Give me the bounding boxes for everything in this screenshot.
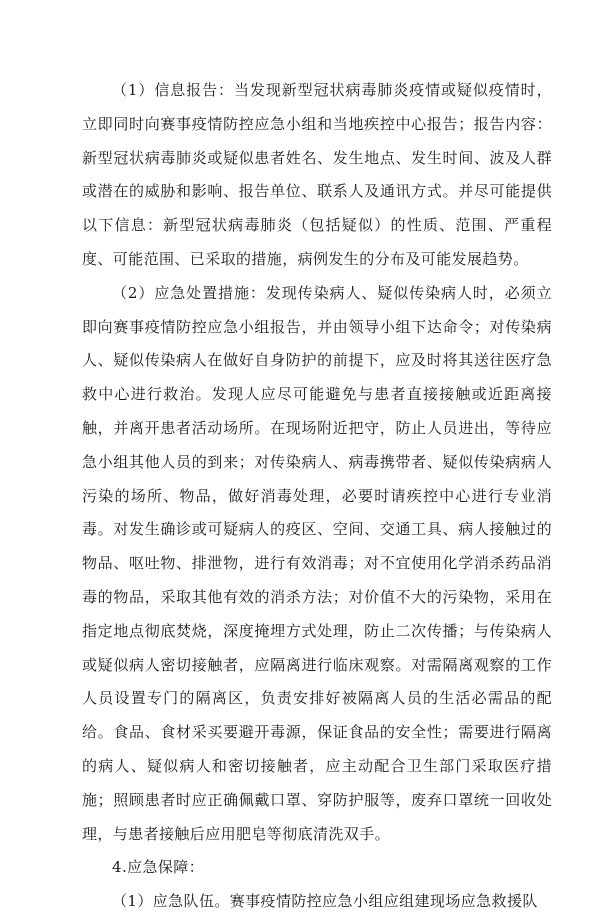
paragraph-emergency-team: （1）应急队伍。赛事疫情防控应急小组应组建现场应急救援队	[112, 892, 538, 911]
paragraph-emergency-measures: （2）应急处置措施：发现传染病人、疑似传染病人时，必须立即向赛事疫情防控应急小组报告，并由领导小组下达命令；对传染病人、疑似传染病人在做好自身防护的前提下，应及时将其送往医疗急救中心进行救治。发现人应尽可能避免与患者直接接触或近距离接触，并离开患者活动场所。在现场附近把守，防止人员进出，等待应急小组其他人员的到来；对传染病人、病毒携带者、疑似传染病病人污染的场所、物品，做好消毒处理，必要时请疾控中心进行专业消毒。对发生确诊或可疑病人的疫区、空间、交通工具、病人接触过的物品、呕吐物、排泄物，进行有效消毒；对不宜使用化学消杀药品消毒的物品，采取其他有效的消杀方法；对价值不大的污染物，采用在指定地点彻底焚烧，深度掩埋方式处理，防止二次传播；与传染病人或疑似病人密切接触者，应隔离进行临床观察。对需隔离观察的工作人员设置专门的隔离区，负责安排好被隔离人员的生活必需品的配给。食品、食材采买要避开毒源，保证食品的安全性；需要进行隔离的病人、疑似病人和密切接触者，应主动配合卫生部门采取医疗措施；照顾患者时应正确佩戴口罩、穿防护服等，废弃口罩统一回收处理，与患者接触后应用肥皂等彻底清洗双手。	[82, 283, 552, 843]
document-body	[82, 74, 552, 919]
section-heading-emergency-support: 4.应急保障：	[112, 858, 205, 877]
paragraph-information-report: （1）信息报告：当发现新型冠状病毒肺炎疫情或疑似疫情时，立即同时向赛事疫情防控应急小组和当地疾控中心报告；报告内容：新型冠状病毒肺炎或疑似患者姓名、发生地点、发生时间、波及人群或潜在的威胁和影响、报告单位、联系人及通讯方式。并尽可能提供以下信息：新型冠状病毒肺炎（包括疑似）的性质、范围、严重程度、可能范围、已采取的措施，病例发生的分布及可能发展趋势。	[82, 81, 552, 268]
